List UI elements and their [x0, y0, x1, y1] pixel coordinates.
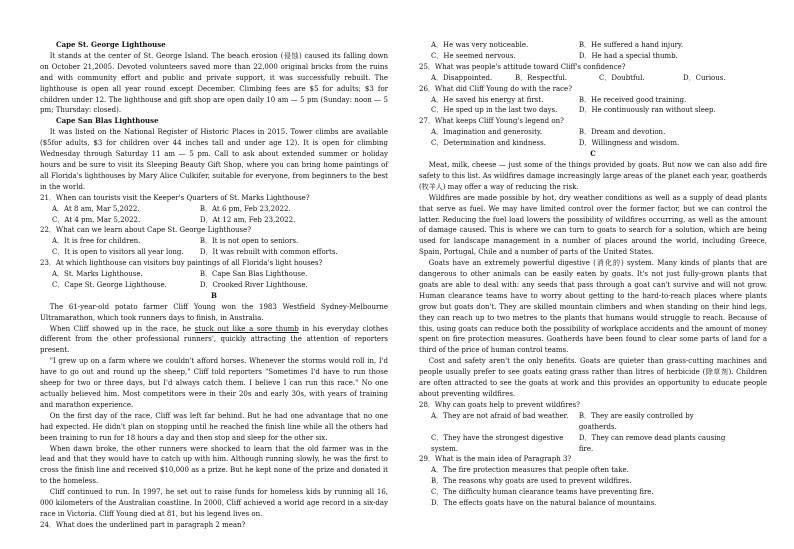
option[interactable]: A．They are not afraid of bad weather. [431, 411, 569, 420]
question-25: 25．What was people's attitude toward Cliff's confidence? [419, 62, 626, 71]
options [40, 215, 388, 226]
options [419, 95, 767, 106]
paragraph: Wildfires are made possible by hot, dry weather conditions as well as a supply of dead plants that serve as fuel. We may have limited control over the former factor, but we can control the latter. Reducing the fuel load lowers the possibility of wildfires occurring, as well as the amount of damage caused. This is where we can turn to goats to search for a solution, which are being used for landscape management in a number of places around the world, including Greece, Spain, Portugal, Chile and a number of parts of the United States. [419, 193, 767, 257]
option[interactable]: B．They are easily controlled by goatherds. [578, 411, 694, 431]
options [40, 236, 388, 247]
options [419, 105, 767, 116]
option[interactable]: C．Doubtful. [599, 73, 645, 82]
right-column [419, 40, 767, 509]
option[interactable]: B．He suffered a hand injury. [578, 41, 684, 49]
paragraph: The 61-year-old potato farmer Cliff Young won the 1983 Westfield Sydney-Melbourne Ultramarathon, which took runners days to finish, in Australia. [40, 302, 388, 322]
option[interactable]: D．He had a special thumb. [578, 51, 678, 60]
option[interactable]: D．It was rebuilt with common efforts. [199, 248, 338, 257]
option[interactable]: D．At 12 am, Feb 23,2022. [199, 215, 296, 224]
option[interactable]: A．Imagination and generosity. [431, 128, 543, 137]
option[interactable]: B．Cape San Blas Lighthouse. [199, 270, 308, 279]
paragraph: Cliff continued to run. In 1997, he set out to raise funds for homeless kids by running all 16, 000 kilometers of the Australian coastline. In 2000, Cliff achieved a world age record in a six-day race in Victoria. Cliff Young died at 81, but his legend lives on. [40, 488, 388, 518]
question-29: 29．What is the main idea of Paragraph 3? [419, 455, 572, 464]
text-run: in his everyday clothes different from the other professional runners', quickly attracting the attention of reporters present. [40, 324, 388, 355]
option[interactable]: A．He was very noticeable. [431, 41, 529, 49]
underlined-phrase: stuck out like a sore thumb [194, 324, 299, 333]
option[interactable]: D．Willingness and wisdom. [578, 139, 680, 148]
option[interactable]: D．Crooked River Lighthouse. [199, 280, 308, 289]
question-23: 23．At which lighthouse can visitors buy paintings of all Florida's light houses? [40, 259, 323, 268]
paragraph: Cost and safety aren't the only benefits. Goats are quieter than grass-cutting machines and people usually prefer to see goats eating grass rather than litres of herbicide (除草剂). Children are often attracted to see the goats at work and this provides an opportunity to educate people about preventing wildfires. [419, 357, 767, 398]
options [40, 280, 388, 291]
option[interactable]: B．He received good training. [578, 95, 687, 104]
option[interactable]: B．At 6 pm, Feb 23,2022. [199, 204, 291, 213]
options [419, 73, 767, 84]
paragraph: On the first day of the race, Cliff was left far behind. But he had one advantage that no one had expected. He didn't plan on stopping until he reached the finish line while all the others had been training to run for 18 hours a day and then stop and sleep for the other six. [40, 411, 388, 442]
option[interactable]: C．Determination and kindness. [431, 139, 546, 148]
option[interactable]: C．They have the strongest digestive system. [431, 433, 564, 453]
question-21: 21．When can tourists visit the Keeper's Quarters of St. Marks Lighthouse? [40, 193, 310, 202]
paragraph: Meat, milk, cheese — just some of the things provided by goats. But now we can also add fire safety to this list. As wildfires damage increasingly large areas of the planet each year, goatherds (牧羊人) may offer a way of reducing the risk. [419, 160, 767, 191]
option[interactable]: B．Respectful. [515, 73, 568, 82]
paragraph: It stands at the center of St. George Island. The beach erosion (侵蚀) caused its falling down on October 21,2005. Devoted volunteers saved more than 22,000 original bricks from the ruins and with community effort and public and private support, it was successfully rebuilt. The lighthouse is open all year round except December. Climbing fees are $5 for adults; $3 for children under 12. The lighthouse and gift shop are open daily 10 am — 5 pm (Sunday: noon — 5 pm; Thursday: closed). [40, 51, 388, 115]
options [419, 127, 767, 138]
option[interactable]: A．The fire protection measures that people often take. [431, 466, 629, 475]
paragraph: "I grew up on a farm where we couldn't afford horses. Whenever the storms would roll in, I'd have to go out and round up the sheep," Cliff told reporters "Sometimes I'd have to run those sheep for two or three days, but I'd always catch them. I believe I can run this race." No one actually believed him. Most competitors were in their 20s and early 30s, with years of training and marathon experience. [40, 357, 388, 409]
question-28: 28．Why can goats help to prevent wildfires? [419, 400, 581, 409]
options [419, 40, 767, 51]
option[interactable]: A．He saved his energy at first. [431, 95, 544, 104]
option[interactable]: D．Curious. [683, 73, 726, 82]
option[interactable]: C．Cape St. George Lighthouse. [52, 280, 167, 289]
option[interactable]: A．St. Marks Lighthouse. [52, 270, 143, 279]
text-run: When Cliff showed up in the race, he [49, 324, 195, 333]
option[interactable]: A．Disappointed. [431, 73, 493, 82]
option[interactable]: D．He continuously ran without sleep. [578, 106, 716, 115]
section-title: Cape St. George Lighthouse [56, 40, 166, 49]
options [419, 411, 767, 433]
options [40, 269, 388, 280]
passage-label: B [211, 290, 217, 300]
option[interactable]: B．It is not open to seniors. [199, 237, 299, 246]
options [419, 138, 767, 149]
section-title: Cape San Blas Lighthouse [56, 116, 159, 126]
left-column [40, 40, 388, 531]
options [419, 51, 767, 62]
paragraph: When dawn broke, the other runners were shocked to learn that the old farmer was in the lead and that they would have to catch up with him. Although running slowly, he was the first to cross the finish line and received $10,000 as a prize. But he kept none of the prize and donated it to the homeless. [40, 444, 388, 486]
option[interactable]: A．At 8 am, Mar 5,2022. [52, 204, 140, 213]
option[interactable]: C．He seemed nervous. [431, 51, 516, 60]
options [40, 204, 388, 215]
options [40, 247, 388, 258]
option[interactable]: C．It is open to visitors all year long. [52, 248, 184, 257]
paragraph: It was listed on the National Register of Historic Places in 2015. Tower climbs are available ($5for adults, $3 for children over 44 inches tall and under age 12). It is open for climbing Wednesday through Saturday 11 am — 5 pm. Call to ask about extended summer or holiday hours and be sure to visit its Sleeping Beauty Gift Shop, where you can bring home paintings of all Florida's lighthouses by Mary Alice Culkifer, suitable for everyone, from beginners to the best in the world. [40, 128, 388, 191]
passage-label: C [590, 149, 596, 159]
question-27: 27．What keeps Cliff Young's legend on? [419, 117, 564, 126]
option[interactable]: A．It is free for children. [52, 237, 141, 246]
option[interactable]: B．The reasons why goats are used to prevent wildfires. [431, 477, 632, 486]
paragraph: Goats have an extremely powerful digestive (消化的) system. Many kinds of plants that are dangerous to other animals can be easily eaten by goats. It's not just fully-grown plants that goats are able to deal with: any seeds that pass through a goat can't survive and will not grow. Human clearance teams have to worry about getting to the hard-to-reach places where plants grow but goats don't. They are skilled mountain climbers and when standing on their hind legs, they can reach up to two metres to the plants that humans would struggle to reach. Because of this, using goats can reduce both the possibility of workplace accidents and the amount of money spent on fire protection measures. Goatherds have been found to clear some parts of land for a third of the price of human control teams. [419, 259, 767, 355]
question-24: 24．What does the underlined part in paragraph 2 mean? [40, 520, 246, 529]
paragraph [40, 324, 388, 357]
options [419, 433, 767, 455]
option[interactable]: C．He sped up in the last two days. [431, 106, 558, 115]
option[interactable]: C．At 4 pm, Mar 5,2022. [52, 215, 141, 224]
option[interactable]: B．Dream and devotion. [578, 128, 666, 137]
option[interactable]: C．The difficulty human clearance teams have preventing fire. [431, 488, 654, 497]
option[interactable]: D．They can remove dead plants causing fire. [578, 433, 726, 453]
option[interactable]: D．The effects goats have on the natural balance of mountains. [431, 499, 657, 508]
question-22: 22．What can we learn about Cape St. George Lighthouse? [40, 226, 252, 235]
question-26: 26．What did Cliff Young do with the race? [419, 84, 572, 93]
